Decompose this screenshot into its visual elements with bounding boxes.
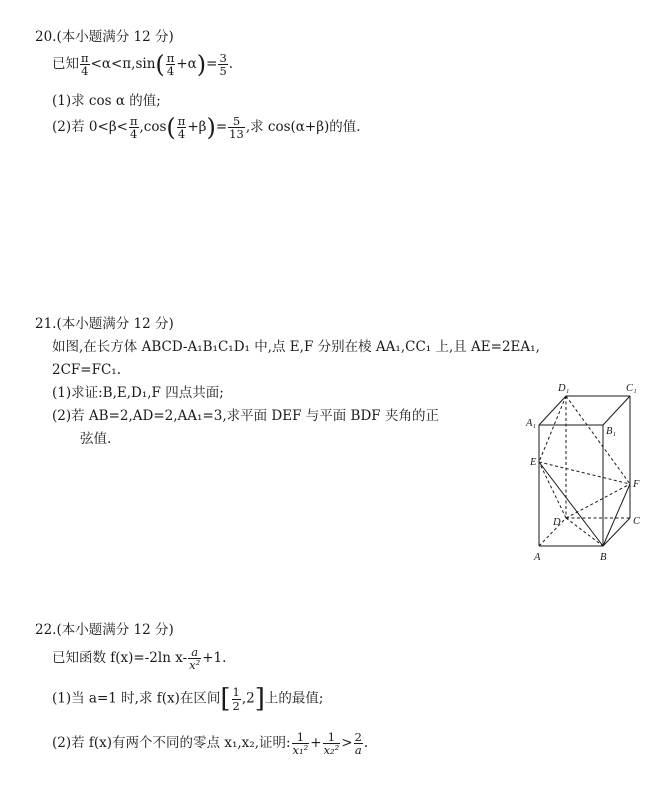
q22-given: 已知函数 f(x)=-2ln x- $\frac{a}{\text{x²}}$ +1. [52, 645, 227, 673]
label-a: A [534, 552, 541, 563]
label-f: F [633, 479, 640, 490]
q20-part1: (1)求 cos α 的值; [52, 93, 161, 109]
q21-part2a: (2)若 AB=2,AD=2,AA₁=3,求平面 DEF 与平面 BDF 夹角的正 [52, 408, 439, 424]
fraction: $\frac{1}{2}$ [232, 685, 240, 713]
edge-de [539, 462, 566, 518]
q21-line1: 如图,在长方体 ABCD-A₁B₁C₁D₁ 中,点 E,F 分别在棱 AA₁,CC₁ 上,且 AE=2EA₁, [52, 339, 540, 355]
edge-d1f [566, 396, 630, 484]
q21-part1: (1)求证:B,E,D₁,F 四点共面; [52, 385, 224, 401]
fraction: $\frac{3}{5}$ [219, 51, 227, 79]
fraction: $\frac{5}{13}$ [229, 114, 244, 142]
fraction: $\frac{1}{\text{x₁²}}$ [292, 730, 309, 758]
q22-part2: (2)若 f(x)有两个不同的零点 x₁,x₂,证明: $\frac{1}{\text{x₁²}}$ + $\frac{1}{\text{x₂²}}$ > $\frac{2}{a}$ . [52, 730, 369, 758]
label-c1: C₁ [626, 383, 637, 394]
fraction: $\frac{\pi}{4}$ [177, 114, 186, 142]
q22-part1: (1)当 a=1 时,求 f(x)在区间[ $\frac{1}{2}$ ,2]上的最值; [52, 684, 324, 714]
q20-given: 已知 $\frac{\pi}{4}$ <α<π,sin( $\frac{\pi}{4}$ +α)= $\frac{3}{5}$ . [52, 50, 234, 79]
edge-a1d1 [539, 396, 566, 425]
label-b1: B₁ [606, 426, 617, 437]
fraction: $\frac{1}{\text{x₂²}}$ [323, 730, 340, 758]
edge-df [566, 484, 630, 518]
edge-eb [539, 462, 603, 546]
q20-part2: (2)若 0<β< $\frac{\pi}{4}$ ,cos( $\frac{\pi}{4}$ +β)= $\frac{5}{13}$ ,求 cos(α+β)的值. [52, 113, 361, 142]
edge-bf [603, 484, 630, 546]
q21-part2b: 弦值. [80, 431, 112, 447]
edge-bc [603, 518, 630, 546]
edge-b1c1 [603, 396, 630, 425]
q21-header: 21.(本小题满分 12 分) [35, 316, 174, 332]
q20-header: 20.(本小题满分 12 分) [35, 29, 174, 45]
q21-line2: 2CF=FC₁. [52, 362, 121, 378]
label-e: E [530, 457, 537, 468]
label-d: D [553, 517, 561, 528]
edge-d1e [539, 396, 566, 462]
fraction: $\frac{\pi}{4}$ [129, 114, 138, 142]
fraction: $\frac{\pi}{4}$ [81, 51, 89, 79]
label-b: B [600, 552, 607, 563]
label-d1: D₁ [558, 383, 570, 394]
label-c: C [633, 516, 641, 527]
fraction: $\frac{2}{a}$ [354, 730, 362, 758]
label-a1: A₁ [526, 418, 537, 429]
cuboid-figure [522, 378, 647, 568]
q22-header: 22.(本小题满分 12 分) [35, 622, 174, 638]
fraction: $\frac{a}{\text{x²}}$ [189, 645, 201, 673]
fraction: $\frac{\pi}{4}$ [166, 51, 175, 79]
